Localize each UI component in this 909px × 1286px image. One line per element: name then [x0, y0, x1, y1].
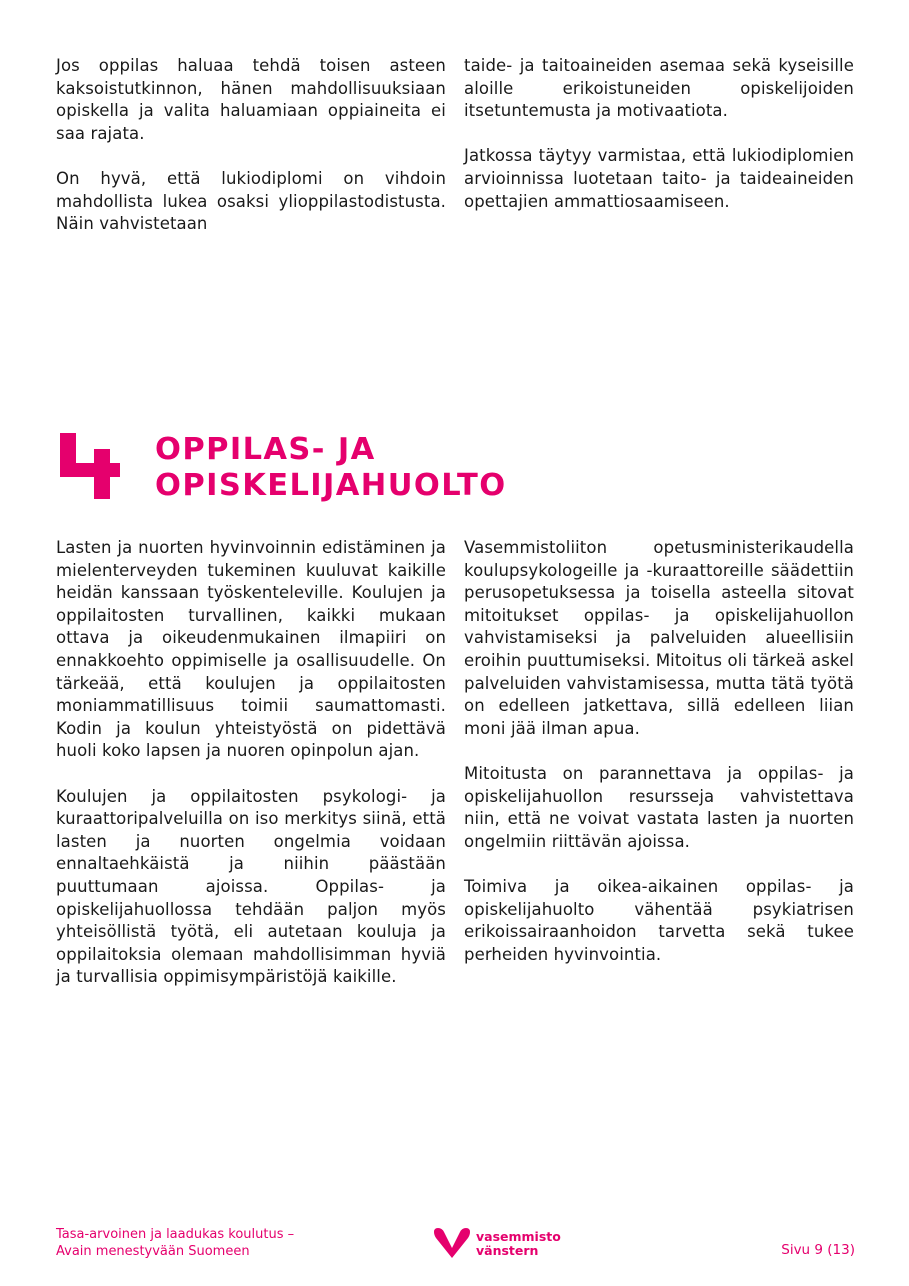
top-left-column — [56, 55, 446, 236]
logo-text — [476, 1230, 561, 1258]
footer-document-title — [56, 1226, 294, 1260]
paragraph: Mitoitusta on parannettava ja oppilas- ja opiskelijahuollon resursseja vahvistettava niin, että ne voivat vastata lasten ja nuorten ongelmiin riittävän ajoissa. — [464, 763, 854, 851]
section-left-column — [56, 537, 446, 989]
paragraph: Vasemmistoliiton opetusministerikaudella koulupsykologeille ja -kuraattoreille säädettiin perusopetuksessa ja toisella asteella sitovat mitoitukset oppilas- ja opiskelijahuollon vahvistamiseksi ja palveluiden alueellisiin eroihin puuttumiseksi. Mitoitus oli tärkeä askel palveluiden vahvistamisessa, mutta tätä työtä on edelleen jatkettava, sillä edelleen liian moni jää ilman apua. — [464, 538, 854, 738]
section-right-column — [464, 537, 854, 966]
vasemmisto-logo — [432, 1228, 572, 1262]
section-title-line: OPPILAS- JA — [155, 432, 376, 467]
footer-title-line: Avain menestyvään Suomeen — [56, 1244, 250, 1259]
section-title — [155, 432, 507, 504]
paragraph: Jatkossa täytyy varmistaa, että lukiodiplomien arvioinnissa luotetaan taito- ja taideaineiden opettajien ammattiosaamiseen. — [464, 146, 854, 211]
paragraph: Toimiva ja oikea-aikainen oppilas- ja opiskelijahuolto vähentää psykiatrisen erikoissairaanhoidon tarvetta sekä tukee perheiden hyvinvointia. — [464, 876, 854, 964]
logo-text-line: vasemmisto — [476, 1229, 561, 1244]
paragraph: On hyvä, että lukiodiplomi on vihdoin mahdollista lukea osaksi ylioppilastodistusta. Näin vahvistetaan — [56, 168, 446, 234]
logo-text-line: vänstern — [476, 1243, 539, 1258]
section-title-line: OPISKELIJAHUOLTO — [155, 468, 507, 503]
footer-title-line: Tasa-arvoinen ja laadukas koulutus – — [56, 1227, 295, 1242]
paragraph: Lasten ja nuorten hyvinvoinnin edistäminen ja mielenterveyden tukeminen kuuluvat kaikille heidän kanssaan työskenteleville. Koulujen ja oppilaitosten turvallinen, kaikki mukaan ottava ja oikeudenmukainen ilmapiiri on ennakkoehto oppimiselle ja osallisuudelle. On tärkeää, että koulujen ja oppilaitosten moniammatillisuus toimii saumattomasti. Kodin ja koulun yhteistyöstä on pidettävä huoli koko lapsen ja nuoren opinpolun ajan. — [56, 538, 446, 761]
logo-v-heart-icon — [432, 1228, 472, 1258]
section-number-four-icon — [60, 433, 120, 499]
paragraph: taide- ja taitoaineiden asemaa sekä kyseisille aloille erikoistuneiden opiskelijoiden itsetuntemusta ja motivaatiota. — [464, 56, 854, 121]
page-number: Sivu 9 (13) — [781, 1242, 855, 1258]
paragraph: Jos oppilas haluaa tehdä toisen asteen kaksoistutkinnon, hänen mahdollisuuksiaan opiskella ja valita haluamiaan oppiaineita ei saa rajata. — [56, 56, 446, 143]
top-right-column — [464, 55, 854, 213]
paragraph: Koulujen ja oppilaitosten psykologi- ja kuraattoripalveluilla on iso merkitys siinä, että lasten ja nuorten ongelmia voidaan ennaltaehkäistä ja niihin päästään puuttumaan ajoissa. Oppilas- ja opiskelijahuollossa tehdään paljon myös yhteisöllistä työtä, eli autetaan kouluja ja oppilaitoksia olemaan mahdollisimman hyviä ja turvallisia oppimisympäristöjä kaikille. — [56, 786, 446, 987]
